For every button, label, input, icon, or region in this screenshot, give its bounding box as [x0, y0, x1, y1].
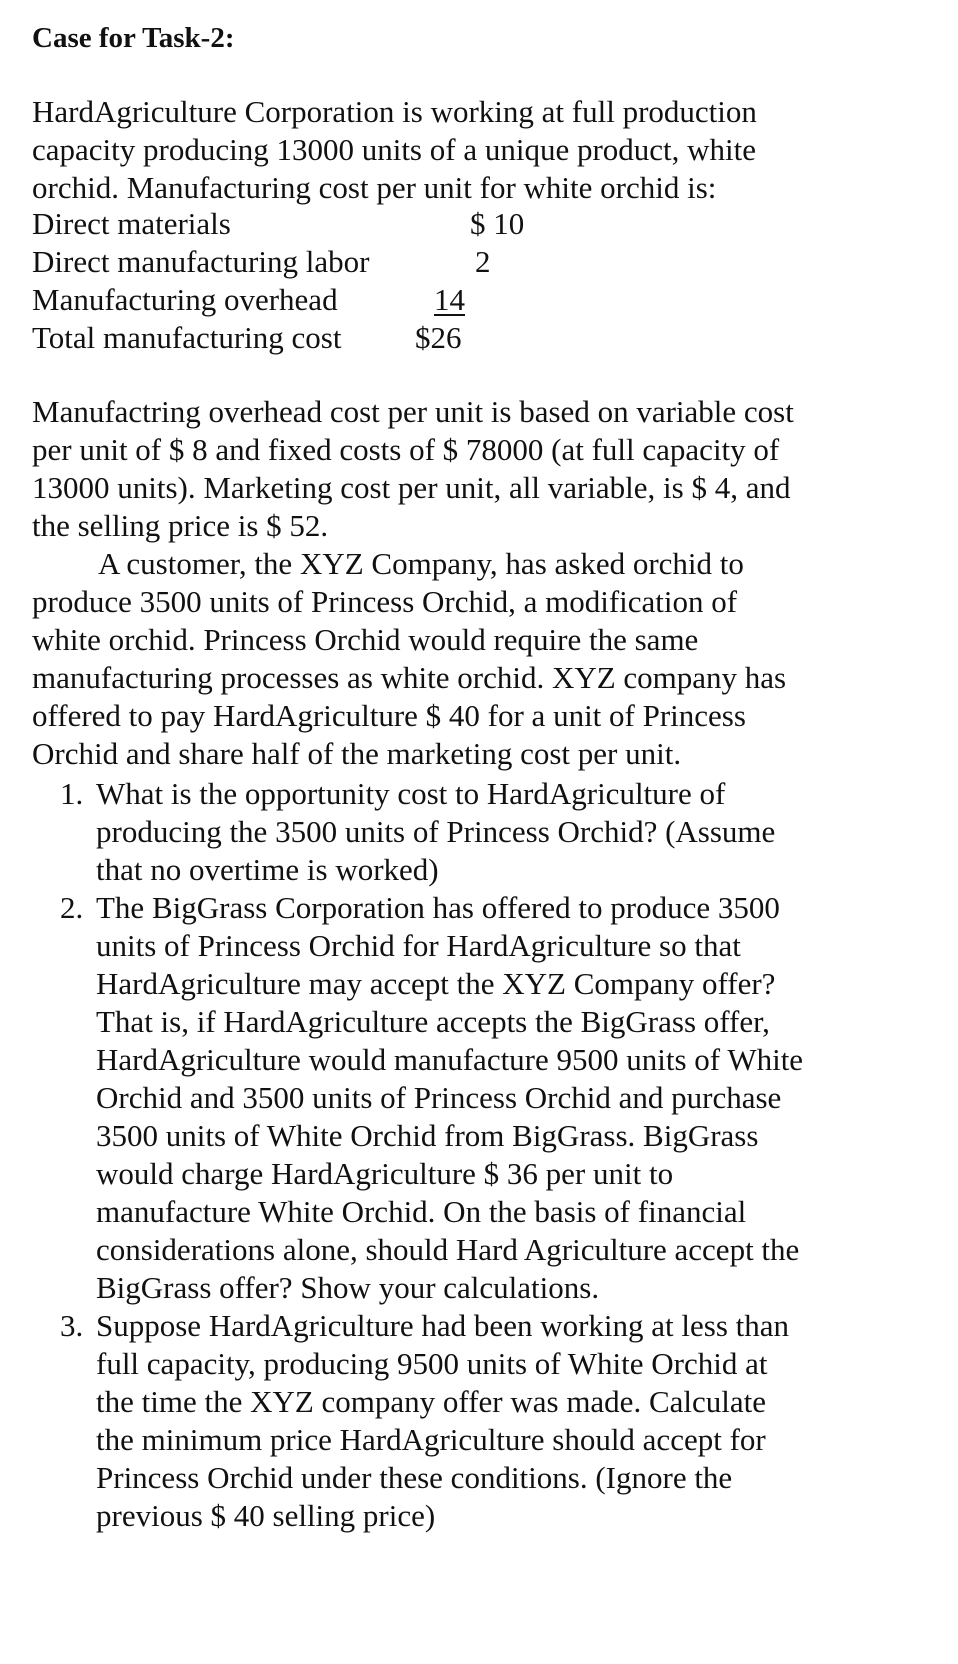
text-line: considerations alone, should Hard Agriculture accept the	[96, 1232, 800, 1267]
text-line: the selling price is $ 52.	[32, 508, 329, 543]
text-line: HardAgriculture would manufacture 9500 units of White	[96, 1042, 804, 1077]
cost-row-direct-labor	[32, 243, 552, 281]
text-line: Orchid and share half of the marketing cost per unit.	[32, 736, 682, 771]
case-heading: Case for Task-2:	[32, 22, 235, 54]
cost-row-manufacturing-overhead	[32, 281, 552, 319]
text-line: offered to pay HardAgriculture $ 40 for a unit of Princess	[32, 698, 746, 733]
text-line: A customer, the XYZ Company, has asked orchid to	[98, 546, 744, 581]
overhead-paragraph	[32, 393, 922, 545]
text-line: That is, if HardAgriculture accepts the BigGrass offer,	[96, 1004, 770, 1039]
text-line: per unit of $ 8 and fixed costs of $ 78000 (at full capacity of	[32, 432, 780, 467]
text-line: manufacture White Orchid. On the basis of financial	[96, 1194, 747, 1229]
text-line: would charge HardAgriculture $ 36 per unit to	[96, 1156, 674, 1191]
intro-paragraph	[32, 93, 922, 207]
cost-row-total	[32, 319, 552, 357]
text-line: What is the opportunity cost to HardAgriculture of	[96, 776, 726, 811]
cost-value: $ 10	[470, 206, 525, 241]
cost-value: 14	[434, 282, 465, 317]
text-line: the minimum price HardAgriculture should accept for	[96, 1422, 766, 1457]
text-line: previous $ 40 selling price)	[96, 1498, 436, 1533]
cost-label: Total manufacturing cost	[32, 320, 342, 355]
text-line: Manufactring overhead cost per unit is based on variable cost	[32, 394, 794, 429]
cost-label: Manufacturing overhead	[32, 282, 338, 317]
text-line: Suppose HardAgriculture had been working at less than	[96, 1308, 790, 1343]
text-line: Orchid and 3500 units of Princess Orchid and purchase	[96, 1080, 782, 1115]
cost-value: 2	[475, 244, 491, 279]
question-item	[60, 775, 930, 889]
cost-row-direct-materials	[32, 205, 552, 243]
text-line: white orchid. Princess Orchid would require the same	[32, 622, 699, 657]
text-line: The BigGrass Corporation has offered to produce 3500	[96, 890, 780, 925]
text-line: Princess Orchid under these conditions. (Ignore the	[96, 1460, 733, 1495]
customer-paragraph	[32, 545, 922, 773]
question-number: 3.	[60, 1308, 84, 1343]
question-number: 1.	[60, 776, 84, 811]
question-number: 2.	[60, 890, 84, 925]
text-line: capacity producing 13000 units of a unique product, white	[32, 132, 757, 167]
cost-table	[32, 205, 552, 357]
text-line: full capacity, producing 9500 units of White Orchid at	[96, 1346, 768, 1381]
question-list	[60, 775, 930, 1535]
text-line: BigGrass offer? Show your calculations.	[96, 1270, 600, 1305]
text-line: the time the XYZ company offer was made. Calculate	[96, 1384, 766, 1419]
text-line: manufacturing processes as white orchid. XYZ company has	[32, 660, 787, 695]
text-line: that no overtime is worked)	[96, 852, 439, 887]
text-line: 13000 units). Marketing cost per unit, all variable, is $ 4, and	[32, 470, 791, 505]
text-line: orchid. Manufacturing cost per unit for white orchid is:	[32, 170, 717, 205]
cost-label: Direct manufacturing labor	[32, 244, 370, 279]
text-line: units of Princess Orchid for HardAgriculture so that	[96, 928, 741, 963]
text-line: producing the 3500 units of Princess Orchid? (Assume	[96, 814, 776, 849]
text-line: HardAgriculture may accept the XYZ Company offer?	[96, 966, 776, 1001]
question-item	[60, 1307, 930, 1535]
text-line: produce 3500 units of Princess Orchid, a modification of	[32, 584, 738, 619]
cost-value: $26	[415, 320, 462, 355]
text-line: 3500 units of White Orchid from BigGrass. BigGrass	[96, 1118, 759, 1153]
text-line: HardAgriculture Corporation is working at full production	[32, 94, 757, 129]
cost-label: Direct materials	[32, 206, 231, 241]
question-item	[60, 889, 930, 1307]
